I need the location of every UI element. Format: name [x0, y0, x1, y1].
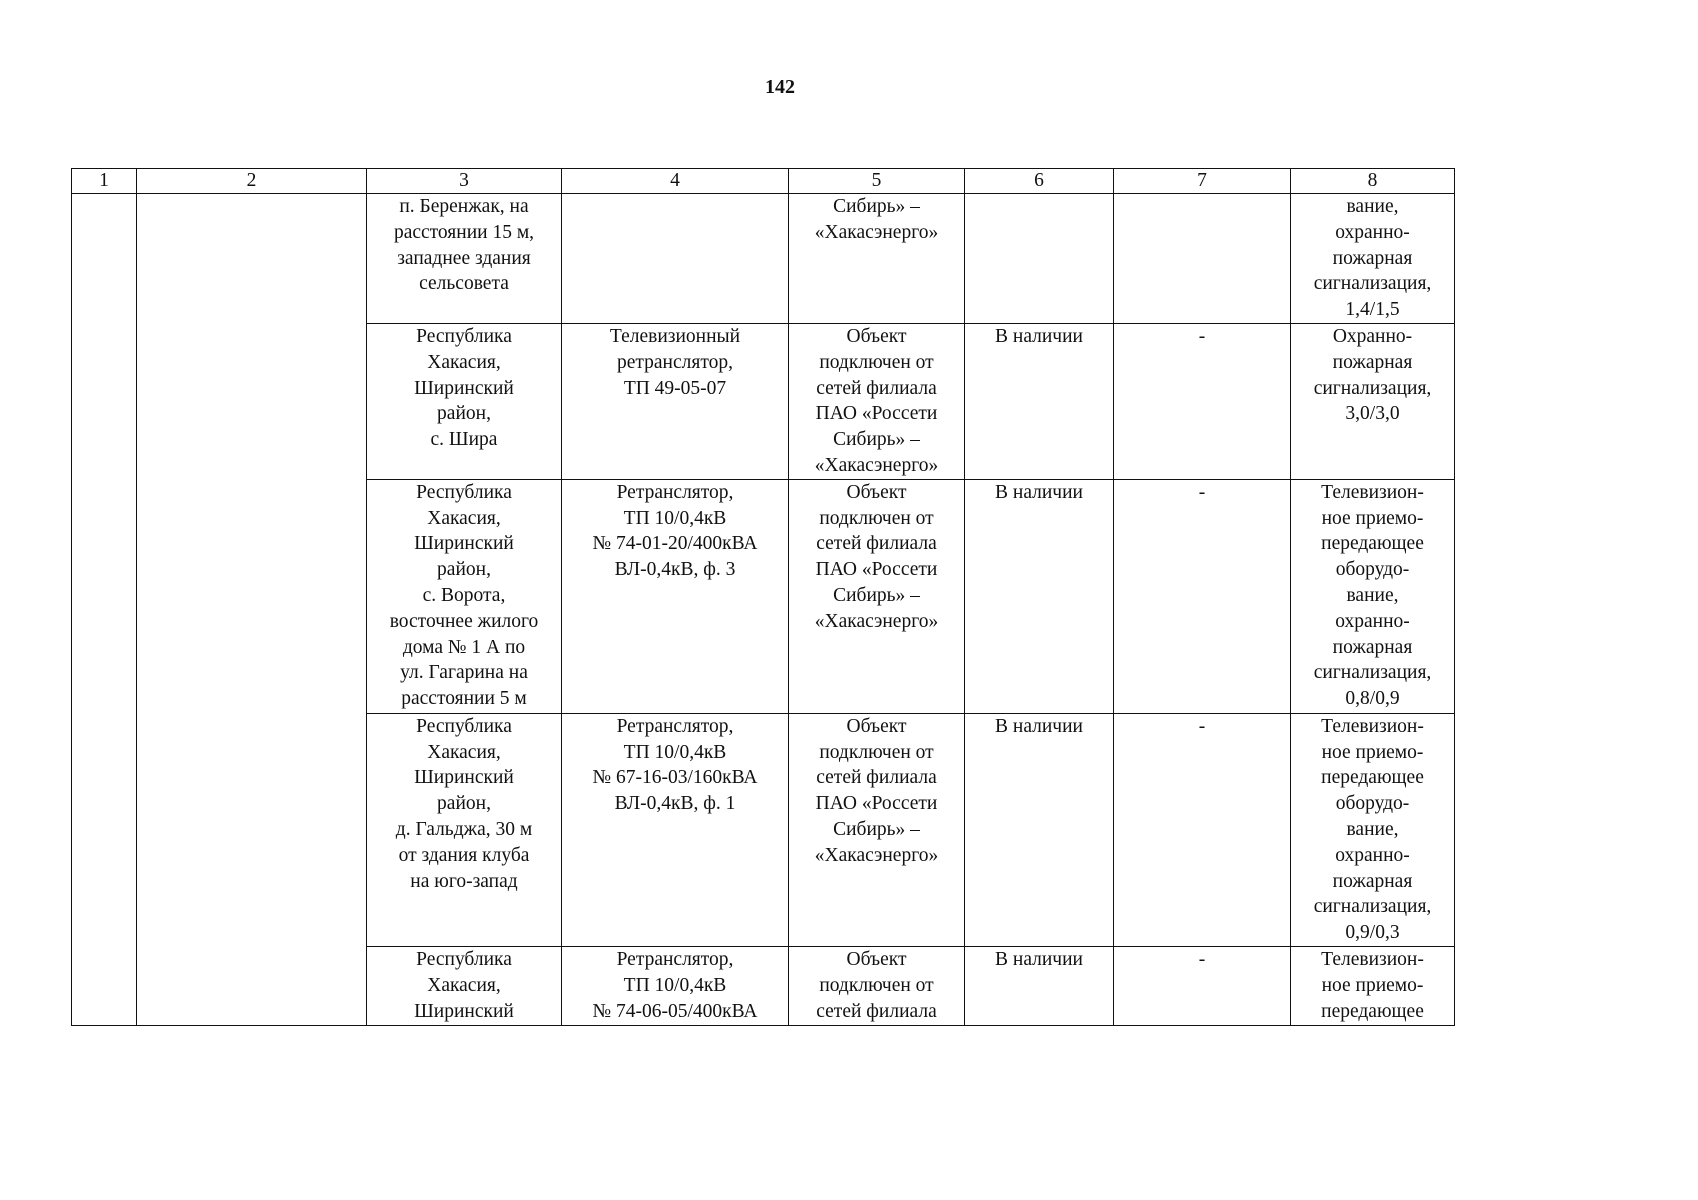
location-cell: п. Беренжак, на расстоянии 15 м, западнее здания сельсовета [367, 194, 562, 324]
availability-cell: В наличии [965, 324, 1114, 480]
availability-cell: В наличии [965, 946, 1114, 1025]
column-number-8: 8 [1291, 169, 1455, 194]
power-supply-cell: Сибирь» – «Хакасэнерго» [789, 194, 965, 324]
column-number-7: 7 [1114, 169, 1291, 194]
equipment-cell: вание, охранно- пожарная сигнализация, 1,4/1,5 [1291, 194, 1455, 324]
availability-cell [965, 194, 1114, 324]
page-number: 142 [765, 76, 795, 98]
equipment-cell: Телевизион- ное приемо- передающее [1291, 946, 1455, 1025]
table-row [72, 194, 1455, 324]
column-number-1: 1 [72, 169, 137, 194]
column-number-5: 5 [789, 169, 965, 194]
availability-cell: В наличии [965, 713, 1114, 946]
column-number-3: 3 [367, 169, 562, 194]
table-header-row [72, 169, 1455, 194]
column-7-cell: - [1114, 946, 1291, 1025]
column-7-cell: - [1114, 324, 1291, 480]
object-cell: Телевизионный ретранслятор, ТП 49-05-07 [562, 324, 789, 480]
equipment-cell: Охранно- пожарная сигнализация, 3,0/3,0 [1291, 324, 1455, 480]
column-number-6: 6 [965, 169, 1114, 194]
object-cell: Ретранслятор, ТП 10/0,4кВ № 67-16-03/160кВА ВЛ-0,4кВ, ф. 1 [562, 713, 789, 946]
column-2-cell [137, 194, 367, 1026]
location-cell: Республика Хакасия, Ширинский район, с. Ворота, восточнее жилого дома № 1 А по ул. Гагарина на расстоянии 5 м [367, 479, 562, 713]
column-number-4: 4 [562, 169, 789, 194]
column-7-cell: - [1114, 479, 1291, 713]
document-table [71, 168, 1455, 1026]
column-number-2: 2 [137, 169, 367, 194]
location-cell: Республика Хакасия, Ширинский район, с. Шира [367, 324, 562, 480]
object-cell [562, 194, 789, 324]
object-cell: Ретранслятор, ТП 10/0,4кВ № 74-01-20/400кВА ВЛ-0,4кВ, ф. 3 [562, 479, 789, 713]
location-cell: Республика Хакасия, Ширинский район, д. Гальджа, 30 м от здания клуба на юго-запад [367, 713, 562, 946]
power-supply-cell: Объект подключен от сетей филиала ПАО «Россети Сибирь» – «Хакасэнерго» [789, 324, 965, 480]
power-supply-cell: Объект подключен от сетей филиала ПАО «Россети Сибирь» – «Хакасэнерго» [789, 713, 965, 946]
equipment-cell: Телевизион- ное приемо- передающее оборудо- вание, охранно- пожарная сигнализация, 0,9/0,3 [1291, 713, 1455, 946]
power-supply-cell: Объект подключен от сетей филиала [789, 946, 965, 1025]
equipment-cell: Телевизион- ное приемо- передающее оборудо- вание, охранно- пожарная сигнализация, 0,8/0,9 [1291, 479, 1455, 713]
power-supply-cell: Объект подключен от сетей филиала ПАО «Россети Сибирь» – «Хакасэнерго» [789, 479, 965, 713]
column-7-cell [1114, 194, 1291, 324]
column-1-cell [72, 194, 137, 1026]
location-cell: Республика Хакасия, Ширинский [367, 946, 562, 1025]
availability-cell: В наличии [965, 479, 1114, 713]
column-7-cell: - [1114, 713, 1291, 946]
object-cell: Ретранслятор, ТП 10/0,4кВ № 74-06-05/400кВА [562, 946, 789, 1025]
